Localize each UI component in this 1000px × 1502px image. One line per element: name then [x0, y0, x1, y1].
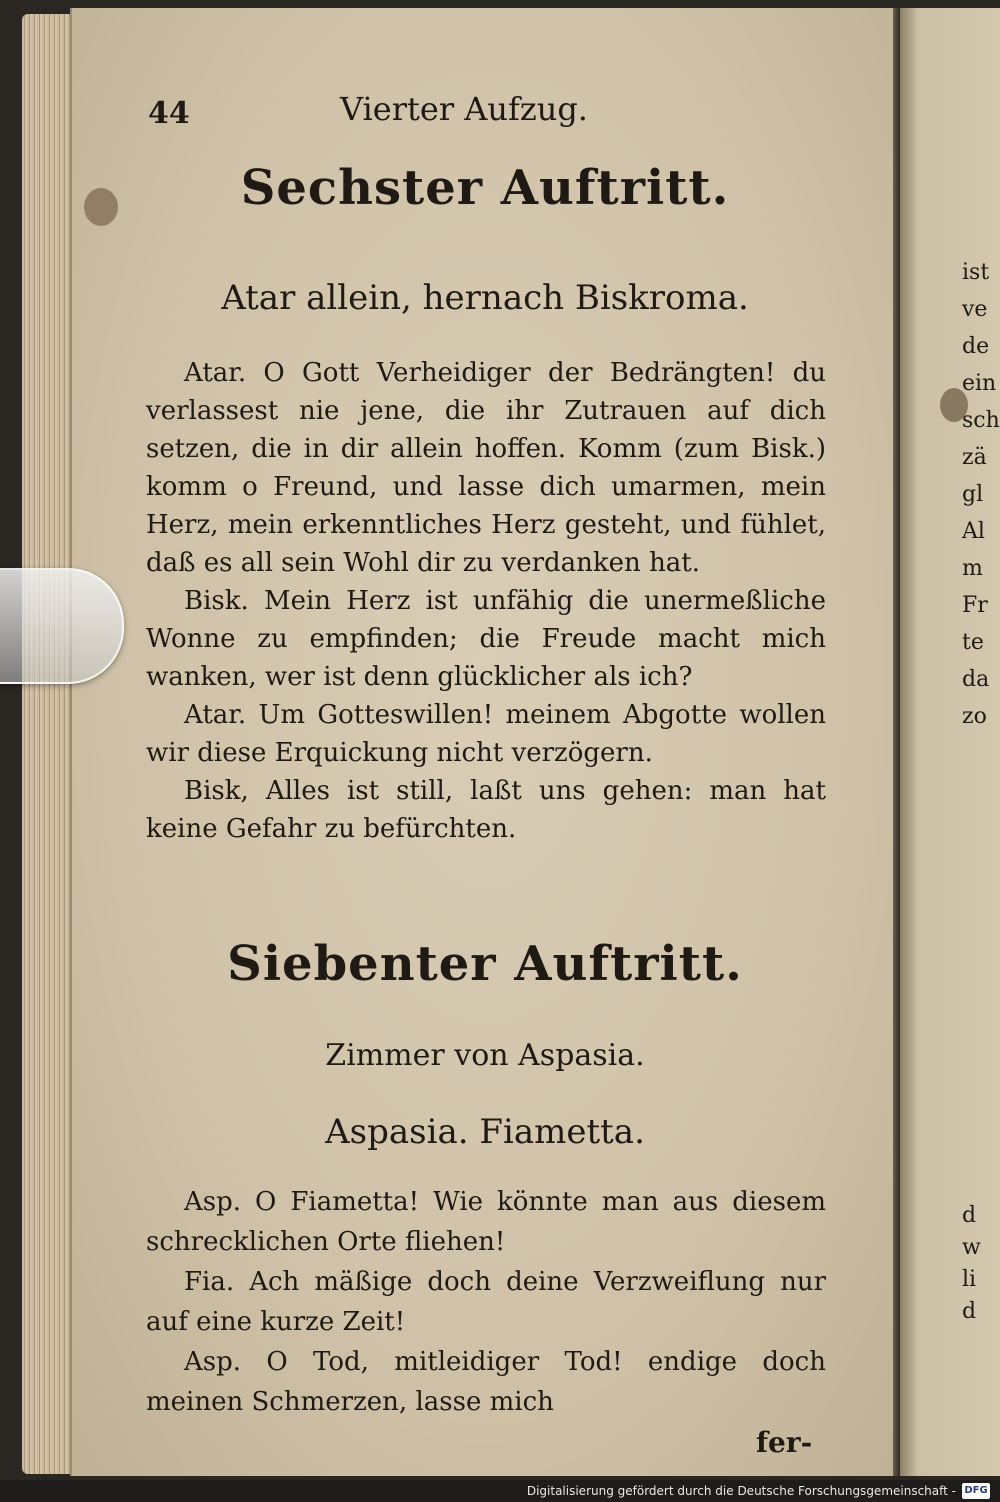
fragment: m [962, 556, 983, 581]
fragment: Fr [962, 593, 988, 618]
funding-credit: Digitalisierung gefördert durch die Deutsche Forschungsgemeinschaft - [526, 1484, 956, 1498]
page-number: 44 [148, 96, 190, 131]
scene-title: Sechster Auftritt. [240, 160, 730, 216]
scene-dialogue [146, 1182, 826, 1422]
fragment: d [962, 1203, 977, 1228]
book-page-edges [22, 14, 74, 1474]
scene-dialogue [146, 354, 826, 848]
dialogue-paragraph: Bisk. Mein Herz ist unfähig die unermeßliche Wonne zu empfinden; die Freude macht mich wanken, wer ist denn glücklicher als ich? [146, 586, 826, 692]
fragment: ist [962, 260, 990, 285]
dialogue-paragraph: Bisk, Alles ist still, laßt uns gehen: man hat keine Gefahr zu befürchten. [146, 776, 826, 844]
fragment: sch [962, 408, 1000, 433]
fragment: zo [962, 704, 987, 729]
page-clip [0, 568, 124, 684]
dialogue-paragraph: Asp. O Fiametta! Wie könnte man aus diesem schrecklichen Orte fliehen! [146, 1187, 826, 1257]
fragment: ve [962, 297, 988, 322]
facing-page-text [962, 254, 1000, 735]
running-head: Vierter Aufzug. [340, 90, 588, 128]
fragment: te [962, 630, 984, 655]
fragment: d [962, 1299, 977, 1324]
fragment: zä [962, 445, 987, 470]
fragment: li [962, 1267, 977, 1292]
dialogue-paragraph: Asp. O Tod, mitleidiger Tod! endige doch meinen Schmerzen, lasse mich [146, 1347, 826, 1417]
scene-title: Siebenter Auftritt. [227, 936, 743, 992]
fragment: ein [962, 371, 997, 396]
dialogue-paragraph: Fia. Ach mäßige doch deine Verzweiflung nur auf eine kurze Zeit! [146, 1267, 826, 1337]
fragment: w [962, 1235, 981, 1260]
dialogue-paragraph: Atar. Um Gotteswillen! meinem Abgotte wollen wir diese Erquickung nicht verzögern. [146, 700, 826, 768]
scene-characters: Aspasia. Fiametta. [325, 1112, 645, 1152]
dialogue-paragraph: Atar. O Gott Verheidiger der Bedrängten! du verlassest nie jene, die ihr Zutrauen auf dich setzen, die in dir allein hoffen. Komm (zum Bisk.) komm o Freund, und lasse dich umarmen, mein Herz, mein erkenntliches Herz gesteht, und fühlet, daß es all sein Wohl dir zu verdanken hat. [146, 358, 826, 578]
dfg-logo: DFG [962, 1483, 990, 1499]
catchword: fer- [756, 1426, 813, 1459]
facing-page-text [962, 1200, 1000, 1328]
fragment: Al [962, 519, 985, 544]
scene-setting: Zimmer von Aspasia. [325, 1038, 645, 1073]
fragment: de [962, 334, 990, 359]
fragment: da [962, 667, 990, 692]
fragment: gl [962, 482, 984, 507]
scene-characters: Atar allein, hernach Biskroma. [221, 278, 749, 318]
